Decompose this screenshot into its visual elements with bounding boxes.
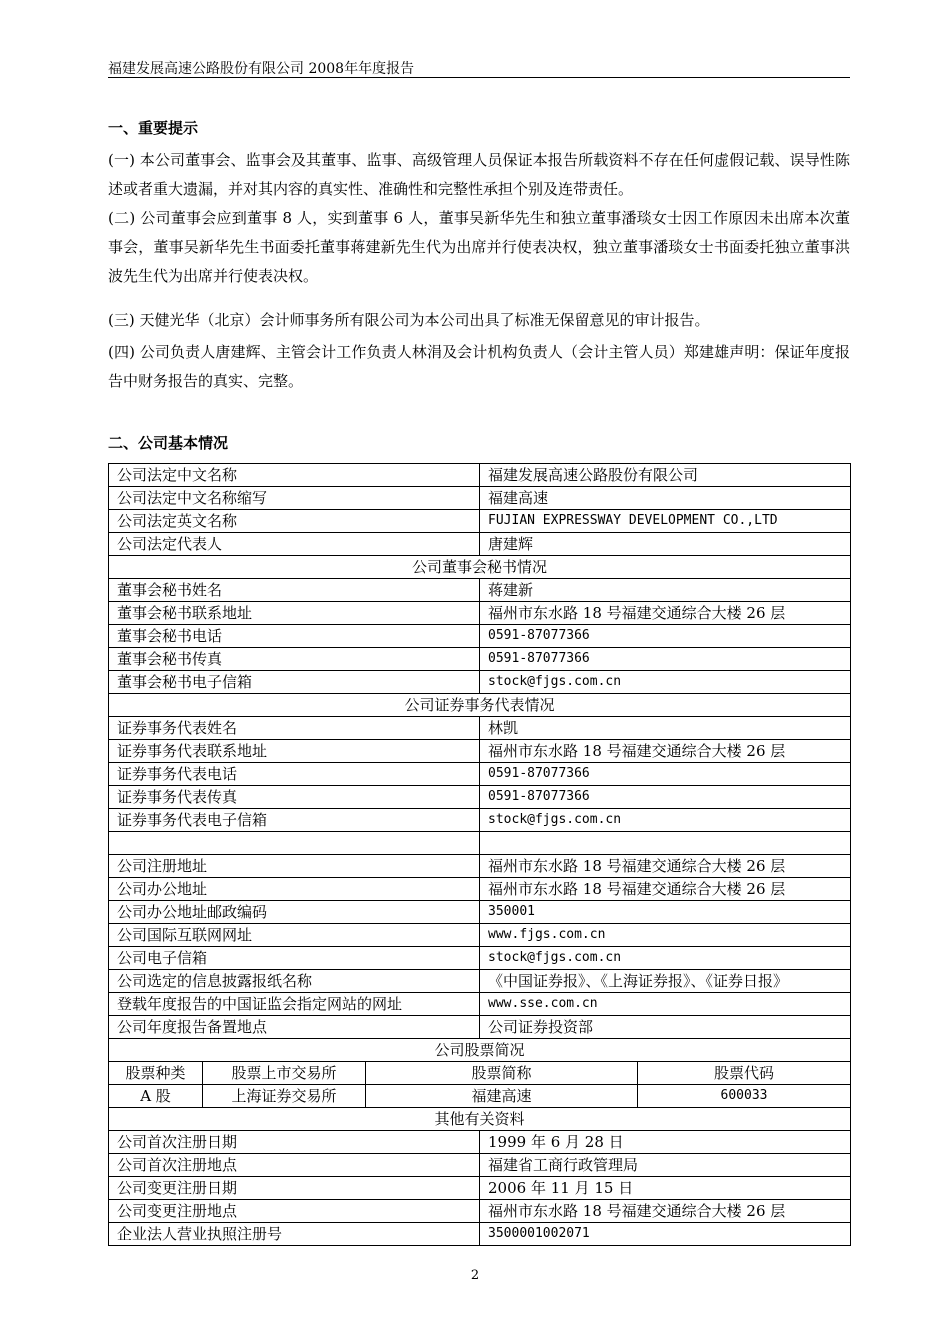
row-value: 福建省工商行政管理局 xyxy=(480,1154,851,1177)
row-label: 董事会秘书电子信箱 xyxy=(109,671,480,694)
row-label: 公司注册地址 xyxy=(109,855,480,878)
row-value: 0591-87077366 xyxy=(480,648,851,671)
table-row xyxy=(109,579,851,602)
row-value: 福州市东水路 18 号福建交通综合大楼 26 层 xyxy=(480,878,851,901)
table-row xyxy=(109,1016,851,1039)
stock-cell: 上海证券交易所 xyxy=(203,1085,366,1108)
row-value: 公司证券投资部 xyxy=(480,1016,851,1039)
table-row xyxy=(109,1154,851,1177)
table-section-heading xyxy=(109,556,851,579)
page-number: 2 xyxy=(470,1268,480,1283)
row-value: 福州市东水路 18 号福建交通综合大楼 26 层 xyxy=(480,602,851,625)
table-row xyxy=(109,993,851,1016)
row-label: 公司年度报告备置地点 xyxy=(109,1016,480,1039)
row-value: 福州市东水路 18 号福建交通综合大楼 26 层 xyxy=(480,855,851,878)
table-section-heading xyxy=(109,1108,851,1131)
row-label: 董事会秘书联系地址 xyxy=(109,602,480,625)
row-label: 证券事务代表联系地址 xyxy=(109,740,480,763)
rep-heading: 公司证券事务代表情况 xyxy=(109,694,851,717)
row-label: 公司电子信箱 xyxy=(109,947,480,970)
row-value: 唐建辉 xyxy=(480,533,851,556)
table-row xyxy=(109,1131,851,1154)
table-row xyxy=(109,1200,851,1223)
row-value: FUJIAN EXPRESSWAY DEVELOPMENT CO.,LTD xyxy=(480,510,851,533)
row-label: 公司首次注册日期 xyxy=(109,1131,480,1154)
notice-paragraph: (三) 天健光华（北京）会计师事务所有限公司为本公司出具了标准无保留意见的审计报告。 xyxy=(108,311,710,329)
row-label: 公司变更注册地点 xyxy=(109,1200,480,1223)
notice-paragraph: (二) 公司董事会应到董事 8 人，实到董事 6 人，董事吴新华先生和独立董事潘琰女士因工作原因未出席本次董事会，董事吴新华先生书面委托董事蒋建新先生代为出席并行使表决权，独立董事潘琰女士书面委托独立董事洪波先生代为出席并行使表决权。 xyxy=(108,209,850,285)
row-label: 公司办公地址邮政编码 xyxy=(109,901,480,924)
row-label: 企业法人营业执照注册号 xyxy=(109,1223,480,1246)
row-value: 0591-87077366 xyxy=(480,786,851,809)
table-row xyxy=(109,1177,851,1200)
section-title-company-info: 二、公司基本情况 xyxy=(108,434,229,452)
page-header: 福建发展高速公路股份有限公司 2008年年度报告 xyxy=(108,61,415,77)
stock-data-row xyxy=(109,1085,851,1108)
row-value: 0591-87077366 xyxy=(480,625,851,648)
row-label: 公司法定代表人 xyxy=(109,533,480,556)
table-row xyxy=(109,464,851,487)
row-value: 0591-87077366 xyxy=(480,763,851,786)
row-value: 《中国证券报》、《上海证券报》、《证券日报》 xyxy=(480,970,851,993)
row-label: 证券事务代表电话 xyxy=(109,763,480,786)
row-label: 公司首次注册地点 xyxy=(109,1154,480,1177)
table-row xyxy=(109,786,851,809)
stock-header-row xyxy=(109,1062,851,1085)
notice-paragraph: (一) 本公司董事会、监事会及其董事、监事、高级管理人员保证本报告所载资料不存在任何虚假记载、误导性陈述或者重大遗漏，并对其内容的真实性、准确性和完整性承担个别及连带责任。 xyxy=(108,151,850,198)
row-value: www.sse.com.cn xyxy=(480,993,851,1016)
stock-cell: A 股 xyxy=(109,1085,203,1108)
row-label: 公司办公地址 xyxy=(109,878,480,901)
table-row xyxy=(109,763,851,786)
row-value: 2006 年 11 月 15 日 xyxy=(480,1177,851,1200)
stock-header-cell: 股票简称 xyxy=(366,1062,638,1085)
notice-paragraph: (四) 公司负责人唐建辉、主管会计工作负责人林涓及会计机构负责人（会计主管人员）郑建雄声明：保证年度报告中财务报告的真实、完整。 xyxy=(108,343,850,390)
table-row xyxy=(109,855,851,878)
stock-header-cell: 股票代码 xyxy=(638,1062,851,1085)
row-value: stock@fjgs.com.cn xyxy=(480,809,851,832)
row-label: 公司法定中文名称 xyxy=(109,464,480,487)
row-value: 福州市东水路 18 号福建交通综合大楼 26 层 xyxy=(480,740,851,763)
table-blank-row xyxy=(109,832,851,855)
table-row xyxy=(109,901,851,924)
stock-header-cell: 股票上市交易所 xyxy=(203,1062,366,1085)
row-label: 证券事务代表姓名 xyxy=(109,717,480,740)
row-value: 350001 xyxy=(480,901,851,924)
stock-header-cell: 股票种类 xyxy=(109,1062,203,1085)
table-section-heading xyxy=(109,1039,851,1062)
row-value: stock@fjgs.com.cn xyxy=(480,947,851,970)
row-label: 公司变更注册日期 xyxy=(109,1177,480,1200)
table-row xyxy=(109,717,851,740)
table-row xyxy=(109,533,851,556)
stock-heading: 公司股票简况 xyxy=(109,1039,851,1062)
row-label: 证券事务代表传真 xyxy=(109,786,480,809)
secretary-heading: 公司董事会秘书情况 xyxy=(109,556,851,579)
row-value: 福州市东水路 18 号福建交通综合大楼 26 层 xyxy=(480,1200,851,1223)
table-row xyxy=(109,740,851,763)
stock-cell: 600033 xyxy=(638,1085,851,1108)
row-value: 福建发展高速公路股份有限公司 xyxy=(480,464,851,487)
other-heading: 其他有关资料 xyxy=(109,1108,851,1131)
company-info-table xyxy=(108,463,851,1246)
row-value: 福建高速 xyxy=(480,487,851,510)
row-value: 3500001002071 xyxy=(480,1223,851,1246)
table-row xyxy=(109,878,851,901)
table-row xyxy=(109,510,851,533)
header-rule xyxy=(108,77,850,78)
row-label: 公司选定的信息披露报纸名称 xyxy=(109,970,480,993)
row-label: 董事会秘书电话 xyxy=(109,625,480,648)
row-label: 公司法定中文名称缩写 xyxy=(109,487,480,510)
row-value: 林凯 xyxy=(480,717,851,740)
table-row xyxy=(109,602,851,625)
row-label: 董事会秘书姓名 xyxy=(109,579,480,602)
row-label: 登载年度报告的中国证监会指定网站的网址 xyxy=(109,993,480,1016)
table-row xyxy=(109,947,851,970)
row-label: 公司法定英文名称 xyxy=(109,510,480,533)
row-label: 董事会秘书传真 xyxy=(109,648,480,671)
table-row xyxy=(109,487,851,510)
table-row xyxy=(109,625,851,648)
stock-cell: 福建高速 xyxy=(366,1085,638,1108)
table-row xyxy=(109,671,851,694)
table-row xyxy=(109,970,851,993)
table-row xyxy=(109,1223,851,1246)
row-label: 公司国际互联网网址 xyxy=(109,924,480,947)
row-value: 1999 年 6 月 28 日 xyxy=(480,1131,851,1154)
table-row xyxy=(109,924,851,947)
table-section-heading xyxy=(109,694,851,717)
section-title-important-notice: 一、重要提示 xyxy=(108,119,199,137)
table-row xyxy=(109,809,851,832)
row-value: www.fjgs.com.cn xyxy=(480,924,851,947)
row-value: stock@fjgs.com.cn xyxy=(480,671,851,694)
row-label: 证券事务代表电子信箱 xyxy=(109,809,480,832)
row-value: 蒋建新 xyxy=(480,579,851,602)
table-row xyxy=(109,648,851,671)
